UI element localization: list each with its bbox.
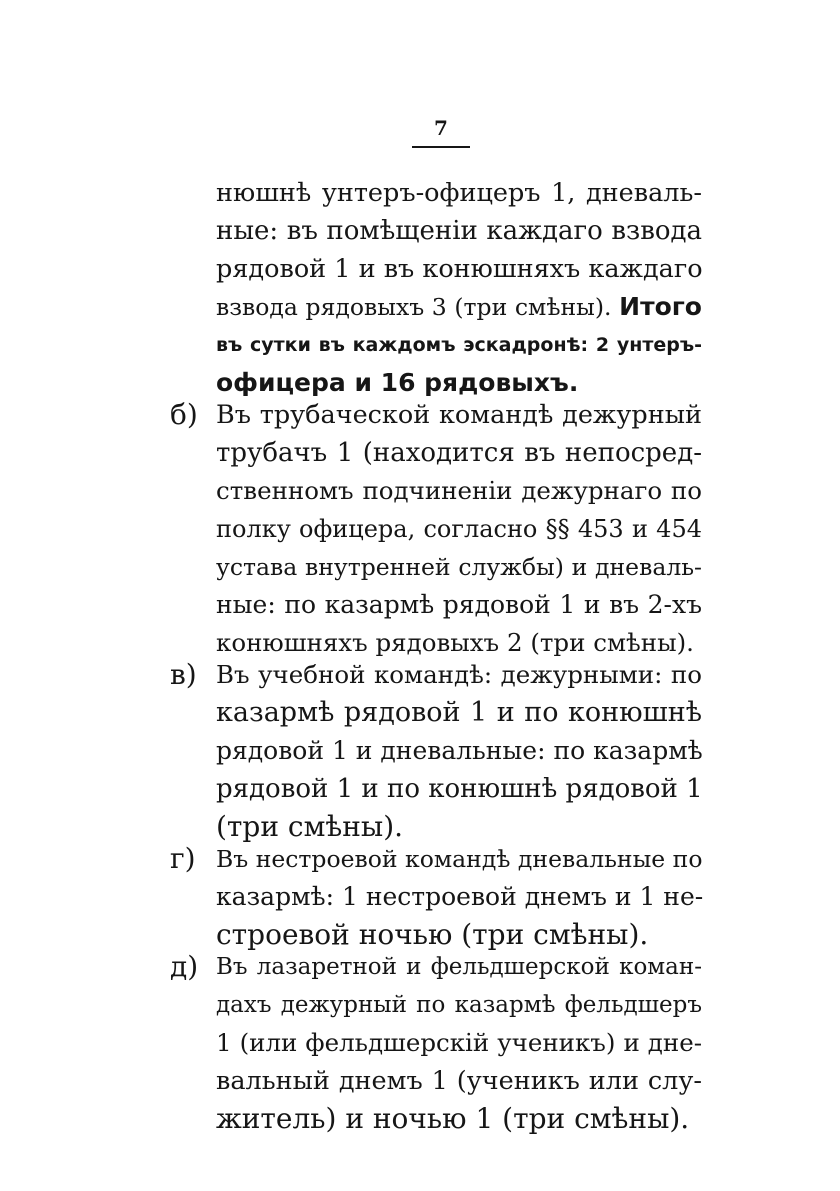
page-number: 7 (412, 116, 470, 148)
text-line: казармѣ: 1 нестроевой днемъ и 1 не- (216, 882, 704, 911)
bold-text-segment: Итого (619, 292, 702, 321)
text-line: ственномъ подчиненіи дежурнаго по (216, 476, 702, 505)
text-line: полку офицера, согласно §§ 453 и 454 (216, 515, 702, 543)
text-line: (три смѣны). (216, 810, 404, 843)
text-line: трубачъ 1 (находится въ непосред- (216, 438, 702, 468)
bold-text-line: въ сутки въ каждомъ эскадронѣ: 2 унтеръ- (216, 334, 702, 356)
text-line: рядовой 1 и по конюшнѣ рядовой 1 (216, 774, 703, 804)
text-line: рядовой 1 и дневальные: по казармѣ (216, 736, 703, 765)
text-line: вальный днемъ 1 (ученикъ или слу- (216, 1066, 702, 1096)
list-marker: д) (170, 950, 199, 983)
bold-text-line: офицера и 16 рядовыхъ. (216, 368, 579, 397)
text-line: нюшнѣ унтеръ-офицеръ 1, днeваль- (216, 178, 702, 208)
text-line: дахъ дежурный по казармѣ фельдшеръ (216, 992, 702, 1018)
text-line: житель) и ночью 1 (три смѣны). (216, 1102, 690, 1135)
text-line (216, 288, 702, 326)
text-line: Въ учебной командѣ: дежурными: по (216, 660, 702, 689)
text-line: казармѣ рядовой 1 и по конюшнѣ (216, 697, 702, 728)
text-segment: взвода рядовыхъ 3 (три смѣны). (216, 293, 612, 321)
text-line: 1 (или фельдшерскій ученикъ) и дне- (216, 1028, 702, 1057)
text-line: Въ трубаческой командѣ дежурный (216, 400, 702, 430)
text-line: устава внутренней службы) и днeваль- (216, 553, 702, 581)
list-marker: г) (170, 842, 196, 875)
text-line: Въ лазаретной и фельдшерской коман- (216, 954, 702, 980)
text-line: ные: по казармѣ рядовой 1 и въ 2-хъ (216, 590, 702, 619)
text-line: конюшняхъ рядовыхъ 2 (три смѣны). (216, 628, 694, 657)
text-line: строевой ночью (три смѣны). (216, 918, 649, 951)
text-line: ные: въ помѣщеніи каждаго взвода (216, 216, 702, 246)
list-marker: б) (170, 398, 198, 431)
list-marker: в) (170, 658, 197, 691)
text-line: Въ нестроевой командѣ дневальные по (216, 845, 703, 873)
text-line: рядовой 1 и въ конюшняхъ каждаго (216, 254, 703, 284)
